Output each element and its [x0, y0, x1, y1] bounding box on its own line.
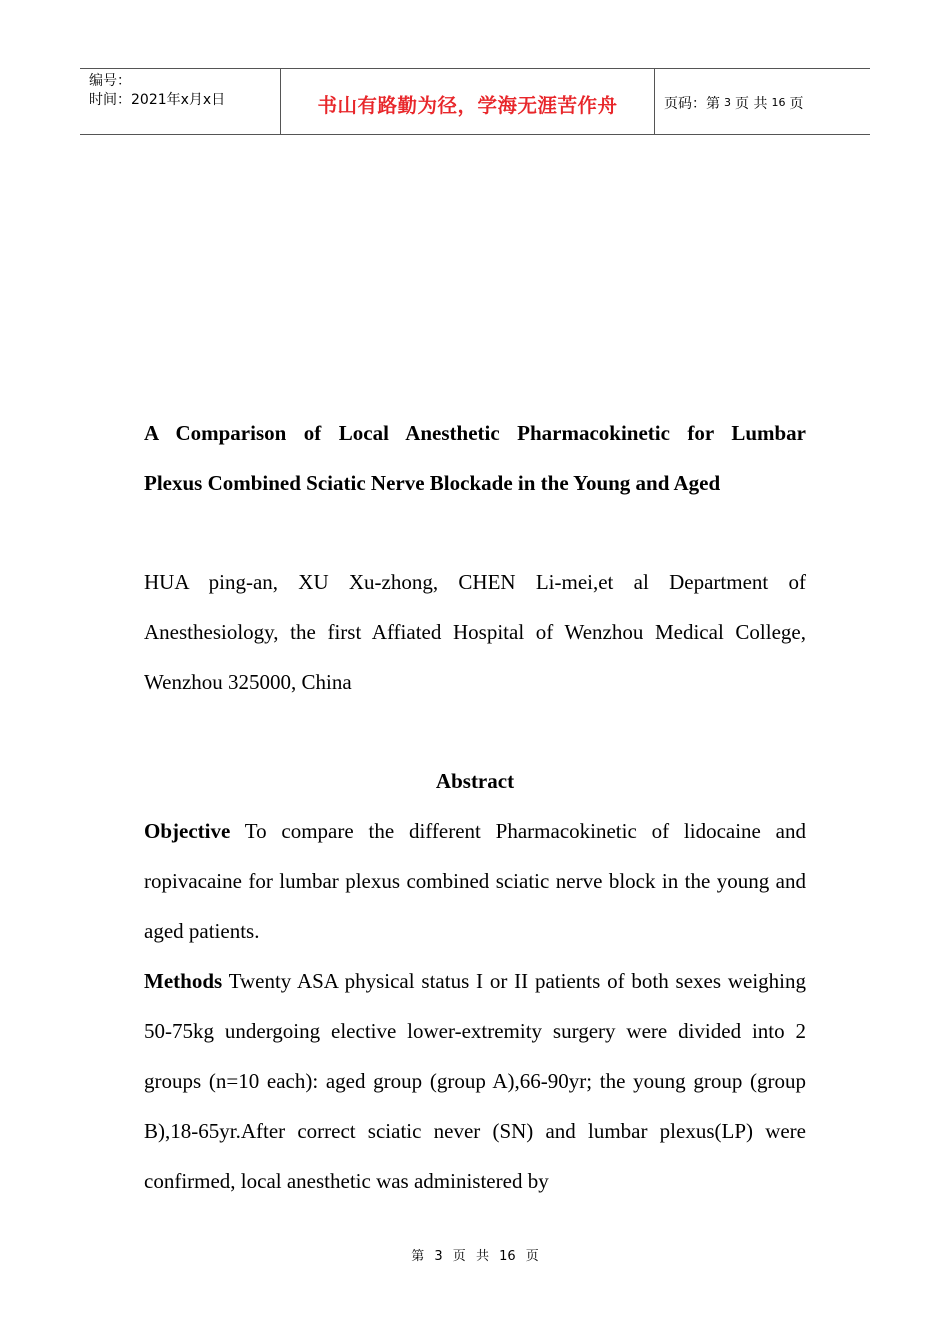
- title-line-1: A Comparison of Local Anesthetic Pharmacokinetic for Lumbar: [144, 421, 806, 445]
- objective-label: Objective: [144, 819, 231, 843]
- page-mid: 页 共: [735, 95, 768, 112]
- header-motto: 书山有路勤为径，学海无涯苦作舟: [281, 69, 655, 134]
- page-total: 16: [771, 96, 786, 109]
- footer-current: 3: [434, 1249, 443, 1264]
- title-line-2: Plexus Combined Sciatic Nerve Blockade in the Young and Aged: [144, 471, 721, 495]
- methods-text: Twenty ASA physical status I or II patients of both sexes weighing 50-75kg undergoing elective lower-extremity surgery were divided into 2 groups (n=10 each): aged group (group A),66-90yr; the young group (group B),18-65yr.After correct sciatic never (SN) and lumbar plexus(LP) were confirmed, local anesthetic was administered by: [144, 969, 806, 1193]
- footer-suffix: 页: [525, 1249, 539, 1264]
- author-affiliation: HUA ping-an, XU Xu-zhong, CHEN Li-mei,et al Department of Anesthesiology, the first Affiated Hospital of Wenzhou Medical College, Wenzhou 325000, China: [144, 570, 806, 694]
- objective-text: To compare the different Pharmacokinetic of lidocaine and ropivacaine for lumbar plexus combined sciatic nerve block in the young and aged patients.: [144, 819, 806, 943]
- header-page-info: [655, 69, 870, 134]
- footer-prefix: 第: [411, 1249, 425, 1264]
- page-current: 3: [724, 96, 731, 109]
- abstract-body: [144, 806, 806, 1206]
- header-meta: [80, 69, 281, 134]
- methods-label: Methods: [144, 969, 223, 993]
- footer-mid2: 共: [475, 1249, 489, 1264]
- page-suffix: 页: [789, 95, 804, 112]
- page-footer: [0, 1245, 950, 1264]
- page-header: [80, 68, 870, 135]
- paper-title: [144, 408, 806, 508]
- objective-paragraph: [144, 806, 806, 956]
- time-label: 时间：2021年x月x日: [89, 92, 226, 108]
- serial-label: 编号：: [89, 73, 131, 89]
- abstract-heading: Abstract: [435, 769, 515, 793]
- footer-mid1: 页: [452, 1249, 466, 1264]
- page-prefix: 页码：第: [664, 95, 720, 112]
- methods-paragraph: [144, 956, 806, 1206]
- footer-total: 16: [499, 1249, 516, 1264]
